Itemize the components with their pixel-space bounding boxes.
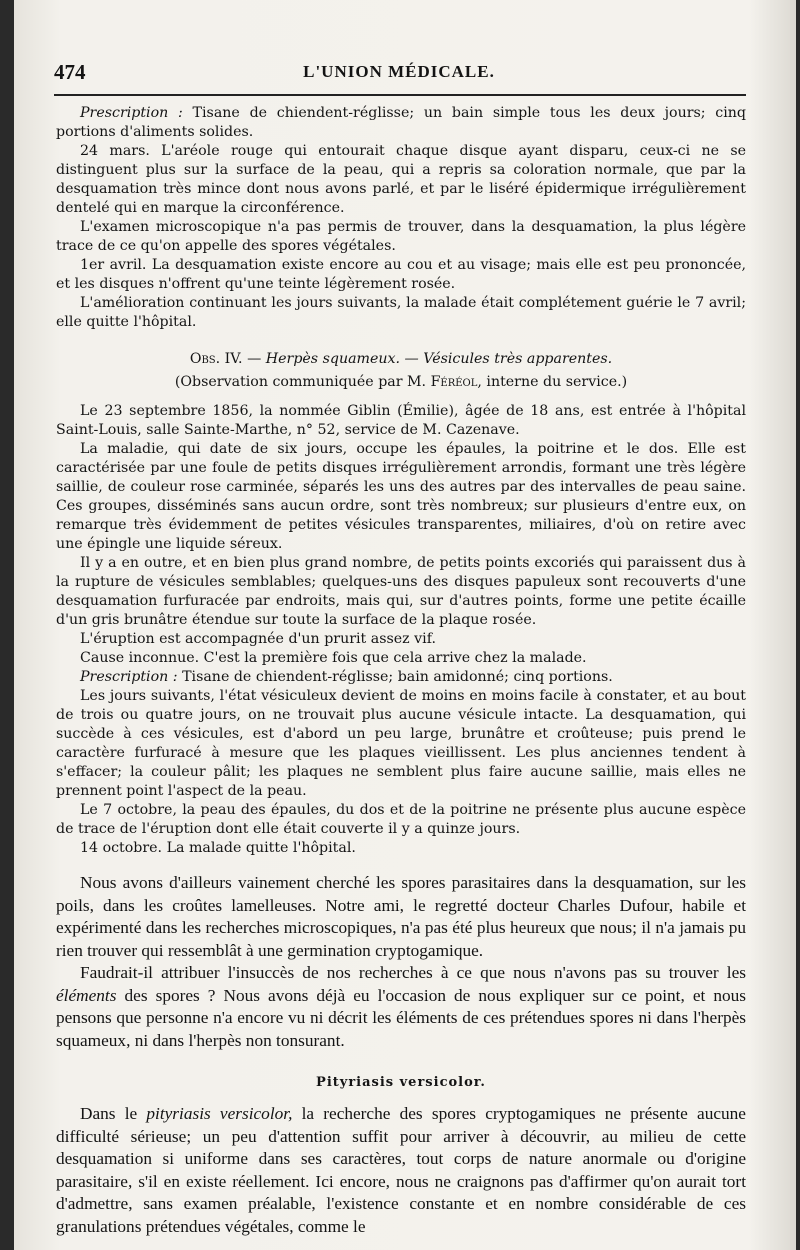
- case4-paragraph: La maladie, qui date de six jours, occupe les épaules, la poitrine et le dos. Elle est caractérisée par une foule de petits disques irrégulièrement arrondis, formant une très légère saillie, de couleur rose carminée, séparés les uns des autres par des intervalles de peau saine. Ces groupes, disséminés sans aucun ordre, sont très nombreux; sur plusieurs d'entre eux, on remarque très évidemment de petites vésicules transparentes, miliaires, d'où on retire avec une épingle une liquide séreux.: [56, 441, 746, 552]
- case3-paragraph: 24 mars. L'aréole rouge qui entourait chaque disque ayant disparu, ceux-ci ne se distinguent plus sur la surface de la peau, qui a repris sa coloration normale, que par la desquamation très mince dont nous avons parlé, et par le liséré épidermique irrégulièrement dentelé qui en marque la circonférence.: [56, 143, 746, 216]
- case4-paragraph: Il y a en outre, et en bien plus grand nombre, de petits points excoriés qui paraissent dus à la rupture de vésicules semblables; quelques-uns des disques papuleux sont recouverts d'une desquamation furfuracée par endroits, mais qui, sur d'autres points, forme une petite écaille d'un gris brunâtre étendue sur toute la surface de la plaque rosée.: [56, 555, 746, 628]
- section-title: Pityriasis versicolor.: [316, 1075, 486, 1090]
- journal-page: [14, 0, 796, 1250]
- page-number: 474: [54, 60, 86, 84]
- pityriasis-paragraph: Dans le pityriasis versicolor, la recherche des spores cryptogamiques ne présente aucune difficulté sérieuse; un peu d'attention suffit pour arriver à découvrir, au milieu de cette desquamation si uniforme dans ses caractères, tout corps de nature anormale ou d'origine parasitaire, s'il en existe réellement. Ici encore, nous ne craignons pas d'affirmer qu'on aurait tort d'admettre, sans examen préalable, l'existence constante et en nombre considérable de ces granulations prétendues végétales, comme le: [56, 1104, 746, 1236]
- case3-paragraph: L'examen microscopique n'a pas permis de trouver, dans la desquamation, la plus légère trace de ce qu'on appelle des spores végétales.: [56, 219, 746, 254]
- case3-paragraph: L'amélioration continuant les jours suivants, la malade était complétement guérie le 7 avril; elle quitte l'hôpital.: [56, 295, 746, 330]
- case4-block: [56, 350, 746, 858]
- observation-source: (Observation communiquée par M. Féréol, interne du service.): [174, 374, 628, 390]
- case3-prescription: Prescription : Tisane de chiendent-réglisse; un bain simple tous les deux jours; cinq portions d'aliments solides.: [56, 105, 746, 140]
- prescription-label: Prescription :: [80, 105, 183, 121]
- case4-paragraph: 14 octobre. La malade quitte l'hôpital.: [80, 840, 356, 856]
- header-rule: [54, 94, 746, 96]
- pityriasis-block: [56, 1103, 746, 1238]
- discussion-block: [56, 872, 746, 1052]
- observation-title: Obs. IV. — Herpès squameux. — Vésicules très apparentes.: [189, 351, 613, 367]
- case3-paragraph: 1er avril. La desquamation existe encore au cou et au visage; mais elle est peu prononcée, et les disques n'offrent qu'une teinte légèrement rosée.: [56, 257, 746, 292]
- case4-paragraph: L'éruption est accompagnée d'un prurit assez vif.: [80, 631, 436, 647]
- case4-paragraph: Le 7 octobre, la peau des épaules, du dos et de la poitrine ne présente plus aucune espèce de trace de l'éruption dont elle était couverte il y a quinze jours.: [56, 802, 746, 837]
- case4-paragraph: Cause inconnue. C'est la première fois que cela arrive chez la malade.: [80, 650, 587, 666]
- running-head: L'UNION MÉDICALE.: [303, 62, 495, 81]
- page-header: [54, 58, 744, 88]
- case4-paragraph: Le 23 septembre 1856, la nommée Giblin (Émilie), âgée de 18 ans, est entrée à l'hôpital Saint-Louis, salle Sainte-Marthe, n° 52, service de M. Cazenave.: [56, 403, 746, 438]
- discussion-paragraph: Faudrait-il attribuer l'insuccès de nos recherches à ce que nous n'avons pas su trouver les éléments des spores ? Nous avons déjà eu l'occasion de nous expliquer sur ce point, et nous pensons que personne n'a encore vu ni décrit les éléments de ces prétendues spores ni dans l'herpès squameux, ni dans l'herpès non tonsurant.: [56, 963, 746, 1050]
- case4-prescription: Prescription : Tisane de chiendent-réglisse; bain amidonné; cinq portions.: [80, 669, 613, 685]
- case3-block: [56, 104, 746, 332]
- discussion-paragraph: Nous avons d'ailleurs vainement cherché les spores parasitaires dans la desquamation, sur les poils, dans les croûtes lamelleuses. Notre ami, le regretté docteur Charles Dufour, habile et expérimenté dans les recherches microscopiques, n'a pas été plus heureux que nous; il n'a jamais pu rien trouver qui ressemblât à une germination cryptogamique.: [56, 873, 746, 960]
- case4-paragraph: Les jours suivants, l'état vésiculeux devient de moins en moins facile à constater, et au bout de trois ou quatre jours, on ne trouvait plus aucune vésicule intacte. La desquamation, qui succède à ces vésicules, est d'abord un peu large, brunâtre et croûteuse; puis prend le caractère furfuracé à mesure que les plaques vieillissent. Les plus anciennes tendent à s'effacer; la couleur pâlit; les plaques ne semblent plus faire aucune saillie, mais elles ne prennent point l'aspect de la peau.: [56, 688, 746, 799]
- prescription-label: Prescription :: [80, 669, 178, 685]
